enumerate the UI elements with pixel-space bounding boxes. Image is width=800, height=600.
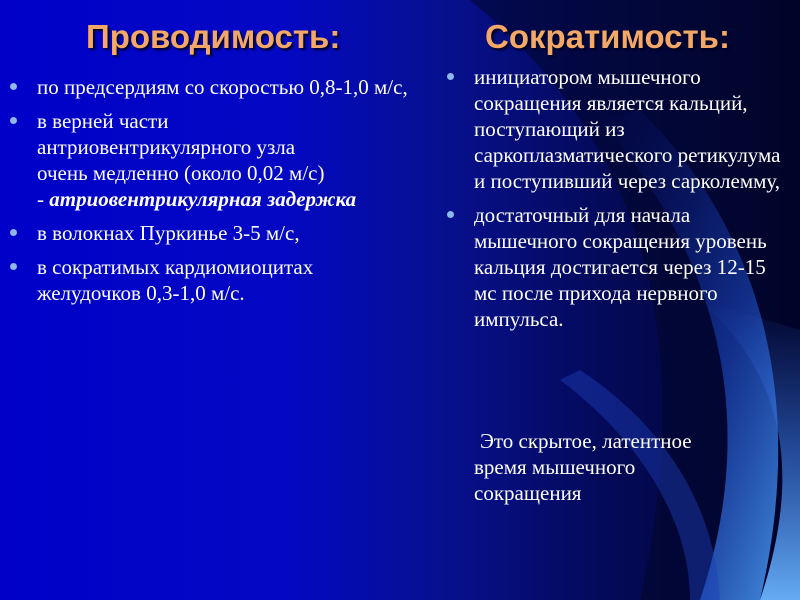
list-item: [447, 202, 792, 332]
item-text: достаточный для начала мышечного сокращения уровень кальция достигается через 12-15 мс после прихода нервного импульса.: [474, 203, 767, 331]
emphasis-prefix: -: [37, 187, 50, 211]
list-item: [10, 108, 410, 212]
list-item: [10, 74, 410, 100]
note-line: сокращения: [474, 481, 582, 505]
list-item: [447, 64, 792, 194]
note-line: Это скрытое, латентное: [480, 429, 692, 453]
note-line: время мышечного: [474, 455, 636, 479]
item-text: инициатором мышечного сокращения является кальций, поступающий из саркоплазматического ретикулума и поступивший через сарколемму,: [474, 65, 781, 193]
item-text-line: антриовентрикулярного узла: [37, 135, 296, 159]
bullet-icon: [447, 211, 454, 218]
item-text-line: очень медленно (около 0,02 м/с): [37, 161, 325, 185]
title-conductivity: Проводимость:: [86, 18, 341, 55]
av-delay-term: атриовентрикулярная задержка: [49, 187, 357, 211]
item-text: в волокнах Пуркинье 3-5 м/с,: [37, 221, 300, 245]
list-item: [10, 220, 410, 246]
list-item: [10, 254, 410, 306]
contractility-list: [447, 64, 792, 340]
item-text: по предсердиям со скоростью 0,8-1,0 м/с,: [37, 75, 408, 99]
bullet-icon: [447, 73, 454, 80]
item-text-line: в верней части: [37, 109, 169, 133]
bullet-icon: [10, 83, 17, 90]
bullet-icon: [10, 117, 17, 124]
title-contractility: Сократимость:: [485, 18, 730, 55]
bullet-icon: [10, 263, 17, 270]
conductivity-list: [10, 74, 410, 314]
bullet-icon: [10, 229, 17, 236]
latent-period-note: [474, 428, 794, 506]
item-text: в сократимых кардиомиоцитах желудочков 0,3-1,0 м/с.: [37, 255, 314, 305]
